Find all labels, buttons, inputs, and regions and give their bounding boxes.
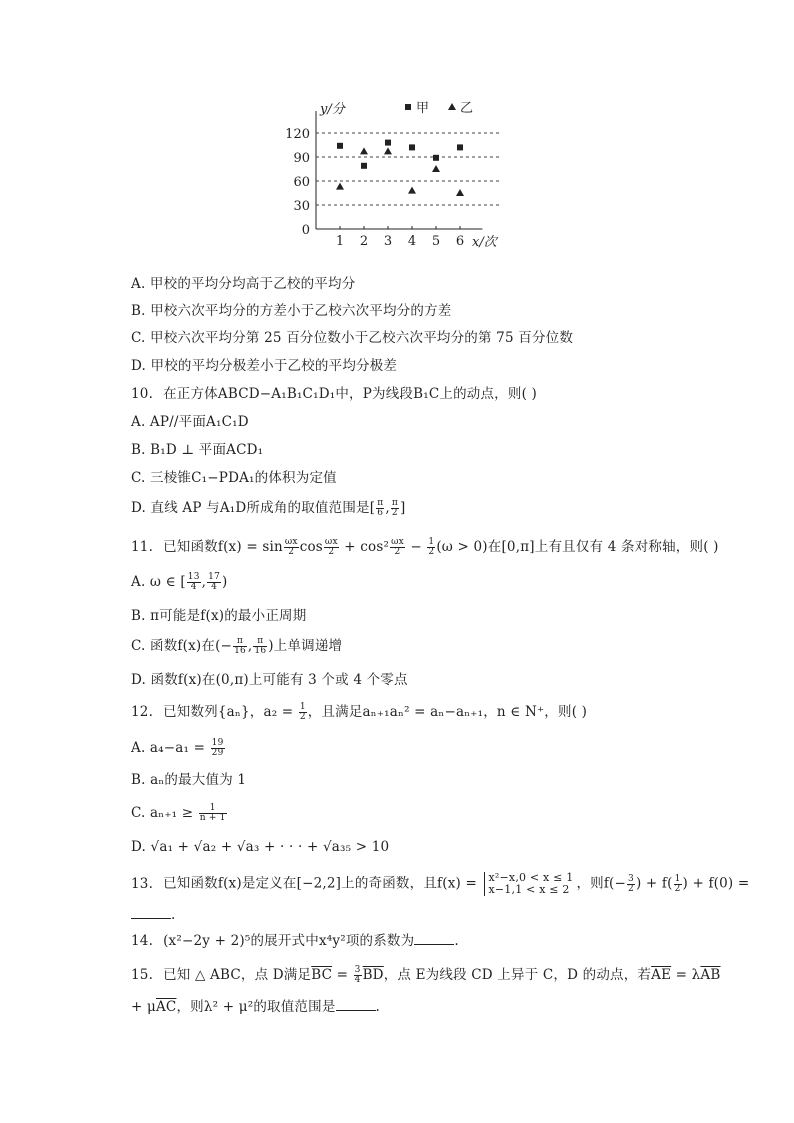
option-text: A. ω ∈ [ (131, 574, 186, 590)
y-tick-label: 30 (293, 199, 310, 214)
q14-stem (131, 932, 459, 950)
data-point-triangle (360, 147, 368, 154)
denominator: 2 (391, 508, 398, 518)
end-punct: . (454, 933, 459, 949)
x-axis-label: x/次 (472, 235, 497, 250)
y-tick-label: 0 (301, 223, 310, 238)
legend-triangle-marker (448, 103, 456, 110)
end-punct: . (375, 999, 381, 1015)
denominator: n + 1 (199, 813, 226, 823)
q9-option-a: A. 甲校的平均分均高于乙校的平均分 (131, 276, 356, 292)
stem-text: 已知 △ ABC，点 D满足 (163, 967, 312, 983)
numerator: π (253, 637, 267, 647)
option-text: C. aₙ₊₁ ≥ (131, 805, 198, 821)
data-point-square (385, 140, 391, 146)
denominator: 4 (190, 582, 197, 592)
q10-option-c: C. 三棱锥C₁−PDA₁的体积为定值 (131, 470, 337, 486)
denominator: 6 (377, 508, 384, 518)
answer-blank (414, 932, 454, 945)
numerator: π (233, 637, 247, 647)
fraction (674, 875, 682, 894)
fraction (427, 538, 435, 557)
y-axis-label: y/分 (320, 102, 345, 117)
q10-stem (131, 385, 537, 403)
numerator: ωx (324, 537, 338, 547)
piecewise-case: x−1,1 < x ≤ 2 (488, 883, 570, 896)
x-tick-label: 4 (407, 234, 417, 249)
option-text: D. 直线 AP 与A₁D所成角的取值范围是[ (131, 500, 376, 516)
vector: $\overline{AC}$ (155, 999, 177, 1015)
numerator: 1 (299, 702, 306, 712)
numerator: 1 (199, 804, 227, 814)
x-tick-label: 5 (431, 234, 441, 249)
stem-text: (x²−2y + 2)⁵的展开式中x⁴y²项的系数为 (163, 933, 415, 949)
denominator: 4 (354, 975, 361, 985)
y-tick-label: 60 (293, 175, 310, 190)
fraction (354, 966, 362, 985)
data-point-square (409, 144, 415, 150)
q13-answer-line (131, 906, 176, 924)
x-tick-label: 6 (455, 234, 465, 249)
q11-option-a: A. ω ∈ [ $\frac{13}{4}$ , $\frac{17}{4}$ ) (131, 572, 228, 592)
question-number: 12. (131, 704, 154, 720)
numerator: 1 (428, 537, 435, 547)
stem-text: + cos² (339, 539, 390, 555)
q11-option-b: B. π可能是f(x)的最小正周期 (131, 608, 307, 624)
answer-blank (336, 998, 376, 1011)
q9-option-c: C. 甲校六次平均分第 25 百分位数小于乙校六次平均分的第 75 百分位数 (131, 330, 574, 346)
data-point-square (457, 144, 463, 150)
vector: $\overline{AB}$ (700, 967, 721, 983)
stem-text: = (332, 967, 353, 983)
numerator: 1 (674, 873, 681, 884)
stem-text: cos (299, 539, 323, 555)
denominator: 2 (674, 883, 681, 894)
denominator: 2 (328, 547, 335, 557)
numerator: π (391, 498, 398, 508)
q12-option-b: B. aₙ的最大值为 1 (131, 772, 247, 788)
stem-text: ，则λ² + μ²的取值范围是 (176, 999, 336, 1015)
vector: $\overline{AE}$ (651, 967, 672, 983)
stem-text: 已知函数f(x) = sin (163, 539, 283, 555)
q12-stem (131, 703, 587, 722)
q12-option-c (131, 804, 228, 823)
data-point-triangle (432, 165, 440, 172)
option-text: ] (399, 500, 406, 516)
fraction (627, 875, 635, 894)
numerator: 3 (354, 965, 361, 975)
stem-text: ) + f(0) = (682, 875, 750, 892)
denominator: 16 (254, 646, 267, 656)
stem-text: ，且满足aₙ₊₁aₙ² = aₙ−aₙ₊₁，n ∈ N⁺，则( ) (307, 704, 588, 720)
q11-stem (131, 538, 719, 557)
end-punct: . (171, 907, 176, 923)
data-point-triangle (336, 183, 344, 190)
q15-line2 (131, 998, 380, 1016)
question-number: 11. (131, 539, 154, 555)
denominator: 29 (211, 748, 224, 758)
data-point-square (433, 155, 439, 161)
q11-option-d: D. 函数f(x)在(0,π)上可能有 3 个或 4 个零点 (131, 672, 408, 688)
data-point-triangle (408, 187, 416, 194)
vector: $\overline{BD}$ (362, 967, 384, 983)
q12-option-a (131, 739, 226, 758)
question-number: 10. (131, 386, 154, 402)
stem-text: + μ (131, 999, 156, 1015)
stem-text: ，点 E为线段 CD 上异于 C，D 的动点，若 (383, 967, 652, 983)
numerator: 13 (187, 572, 200, 582)
numerator: 3 (628, 873, 634, 884)
stem-text: − (405, 539, 427, 555)
fraction (390, 538, 405, 557)
y-tick-label: 90 (293, 151, 310, 166)
stem-text: (ω > 0)在[0,π]上有且仅有 4 条对称轴，则( ) (436, 539, 719, 555)
piecewise-case: x²−x,0 < x ≤ 1 (488, 871, 574, 884)
q10-option-b: B. B₁D ⊥ 平面ACD₁ (131, 442, 264, 458)
vector: $\overline{BC}$ (311, 967, 333, 983)
fraction (211, 739, 225, 758)
x-tick-label: 2 (359, 234, 369, 249)
fraction (324, 538, 339, 557)
stem-text: ) + f( (635, 875, 673, 892)
data-point-triangle (384, 147, 392, 154)
option-text: C. 函数f(x)在(− (131, 638, 233, 654)
q11-option-c: C. 函数f(x)在(− $\frac{\pi}{16}$ , $\frac{\pi}{16}$ )上单调递增 (131, 636, 343, 656)
fraction (299, 703, 307, 722)
question-number: 14. (131, 933, 154, 949)
q10-option-a: A. AP//平面A₁C₁D (131, 414, 249, 430)
numerator: ωx (284, 537, 298, 547)
data-point-square (337, 143, 343, 149)
data-point-square (361, 163, 367, 169)
q12-option-d: D. √a₁ + √a₂ + √a₃ + · · · + √a₃₅ > 10 (131, 839, 390, 855)
fraction (284, 538, 299, 557)
fraction (376, 499, 384, 518)
denominator: 2 (299, 712, 306, 722)
fraction (253, 637, 267, 656)
denominator: 2 (628, 883, 634, 894)
numerator: π (377, 498, 384, 508)
stem-text: ，则f(− (576, 875, 627, 892)
q9-option-d: D. 甲校的平均分极差小于乙校的平均分极差 (131, 358, 398, 374)
scatter-chart (278, 88, 518, 253)
denominator: 2 (394, 547, 401, 557)
fraction (207, 573, 221, 592)
legend-square-marker (405, 104, 411, 110)
denominator: 16 (234, 646, 246, 656)
piecewise-brace (484, 872, 573, 896)
y-tick-label: 120 (285, 127, 310, 142)
option-text: )上单调递增 (268, 638, 343, 654)
fraction (233, 637, 247, 656)
stem-text: 已知函数f(x)是定义在[−2,2]上的奇函数，且f(x) = (163, 875, 482, 892)
stem-text: = λ (671, 967, 701, 983)
q13-stem (131, 872, 749, 896)
legend-label: 乙 (460, 101, 474, 116)
q9-option-b: B. 甲校六次平均分的方差小于乙校六次平均分的方差 (131, 303, 452, 319)
fraction (187, 573, 201, 592)
answer-blank (131, 906, 171, 919)
option-text: A. a₄−a₁ = (131, 740, 210, 756)
question-number: 13. (131, 875, 154, 892)
denominator: 2 (288, 547, 295, 557)
denominator: 4 (211, 582, 218, 592)
fraction (199, 804, 227, 823)
q10-option-d: D. 直线 AP 与A₁D所成角的取值范围是[ $\frac{\pi}{6}$ , $\frac{\pi}{2}$ ] (131, 498, 406, 518)
numerator: 17 (208, 572, 221, 582)
denominator: 2 (428, 547, 435, 557)
x-tick-label: 1 (335, 234, 345, 249)
numerator: 19 (211, 738, 224, 748)
numerator: ωx (391, 537, 404, 547)
q15-stem (131, 966, 721, 985)
option-text: ) (222, 574, 228, 590)
fraction (391, 499, 399, 518)
stem-text: 已知数列{aₙ}，a₂ = (163, 704, 298, 720)
data-point-triangle (456, 189, 464, 196)
legend-label: 甲 (416, 101, 430, 116)
x-tick-label: 3 (383, 234, 393, 249)
question-number: 15. (131, 967, 154, 983)
q10-stem-text: 在正方体ABCD−A₁B₁C₁D₁中，P为线段B₁C上的动点，则( ) (163, 386, 538, 402)
